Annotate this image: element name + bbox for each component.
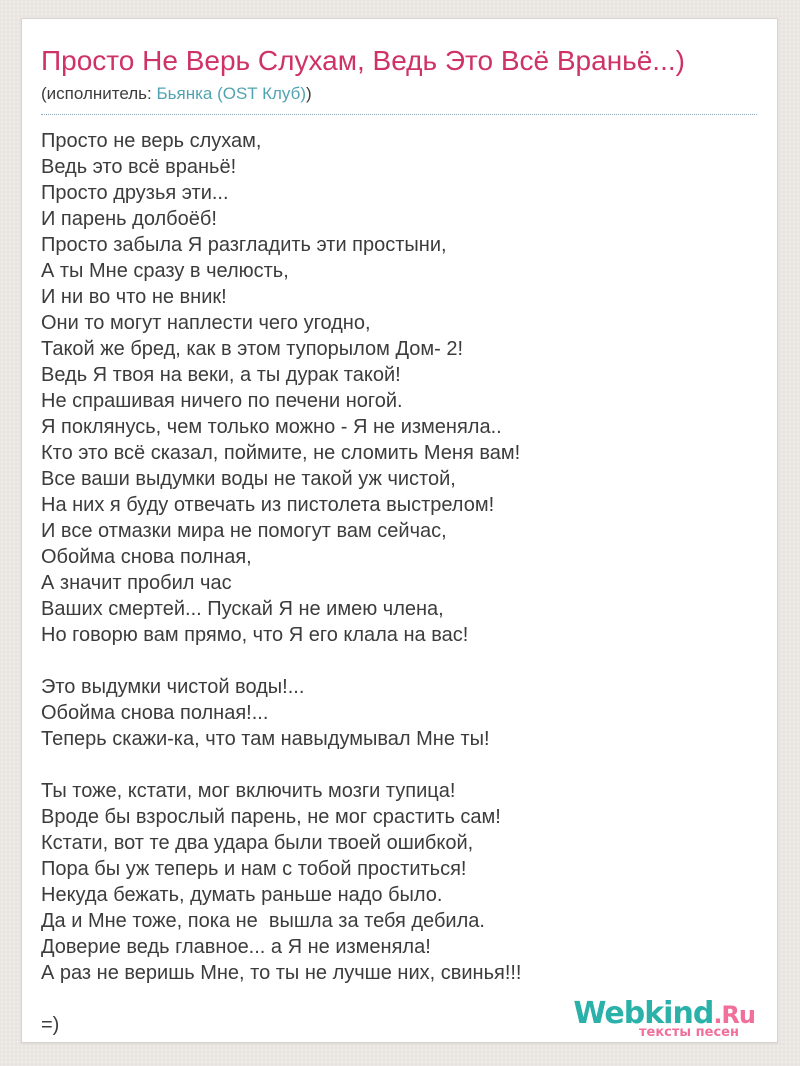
artist-link[interactable]: Бьянка (OST Клуб): [156, 84, 306, 104]
lyric-line: Просто забыла Я разгладить эти простыни,: [41, 234, 447, 257]
lyric-line: А значит пробил час: [41, 572, 232, 595]
page-title: Просто Не Верь Слухам, Ведь Это Всё Враньё...): [41, 45, 685, 76]
lyric-line: Вроде бы взрослый парень, не мог срастить сам!: [41, 806, 501, 829]
lyrics-page-card: [21, 18, 778, 1043]
webkind-logo-suffix: .Ru: [713, 1001, 755, 1029]
lyric-line: Обойма снова полная,: [41, 546, 252, 569]
lyric-line: Кто это всё сказал, поймите, не сломить Меня вам!: [41, 442, 521, 465]
lyric-line: Доверие ведь главное... а Я не изменяла!: [41, 936, 431, 959]
lyric-line: Просто не верь слухам,: [41, 130, 262, 153]
lyric-line: [41, 752, 757, 778]
lyric-line: [41, 648, 757, 674]
lyric-line: На них я буду отвечать из пистолета выстрелом!: [41, 494, 495, 517]
lyric-line: Ты тоже, кстати, мог включить мозги тупица!: [41, 780, 456, 803]
lyrics-block: [41, 128, 757, 1012]
lyric-line: Некуда бежать, думать раньше надо было.: [41, 884, 443, 907]
webkind-logo-link[interactable]: [573, 996, 755, 1040]
lyric-line: А раз не веришь Мне, то ты не лучше них, свинья!!!: [41, 962, 522, 985]
emoticon-line: =): [41, 1014, 60, 1037]
lyric-line: Такой же бред, как в этом тупорылом Дом- 2!: [41, 338, 464, 361]
lyric-line: И парень долбоёб!: [41, 208, 217, 231]
artist-prefix-label: (исполнитель:: [41, 84, 157, 104]
lyric-line: Да и Мне тоже, пока не вышла за тебя дебила.: [41, 910, 485, 933]
lyric-line: И ни во что не вник!: [41, 286, 227, 309]
lyric-line: Пора бы уж теперь и нам с тобой проститься!: [41, 858, 467, 881]
lyric-line: Не спрашивая ничего по печени ногой.: [41, 390, 403, 413]
lyric-line: Но говорю вам прямо, что Я его клала на вас!: [41, 624, 469, 647]
artist-line: [41, 84, 757, 115]
lyric-line: Ведь Я твоя на веки, а ты дурак такой!: [41, 364, 401, 387]
lyric-line: Все ваши выдумки воды не такой уж чистой,: [41, 468, 456, 491]
webkind-logo-main: Webkind: [573, 996, 714, 1031]
lyric-line: Кстати, вот те два удара были твоей ошибкой,: [41, 832, 474, 855]
lyric-line: Ваших смертей... Пускай Я не имею члена,: [41, 598, 444, 621]
webkind-logo-tagline: тексты песен: [638, 1025, 739, 1040]
lyric-line: Обойма снова полная!...: [41, 702, 269, 725]
lyric-line: И все отмазки мира не помогут вам сейчас,: [41, 520, 447, 543]
artist-suffix-label: ): [306, 84, 312, 104]
lyric-line: Просто друзья эти...: [41, 182, 229, 205]
lyric-line: Теперь скажи-ка, что там навыдумывал Мне ты!: [41, 728, 490, 751]
lyric-line: А ты Мне сразу в челюсть,: [41, 260, 289, 283]
lyric-line: Это выдумки чистой воды!...: [41, 676, 305, 699]
lyric-line: Они то могут наплести чего угодно,: [41, 312, 371, 335]
lyric-line: Я поклянусь, чем только можно - Я не изменяла..: [41, 416, 502, 439]
lyric-line: Ведь это всё враньё!: [41, 156, 237, 179]
